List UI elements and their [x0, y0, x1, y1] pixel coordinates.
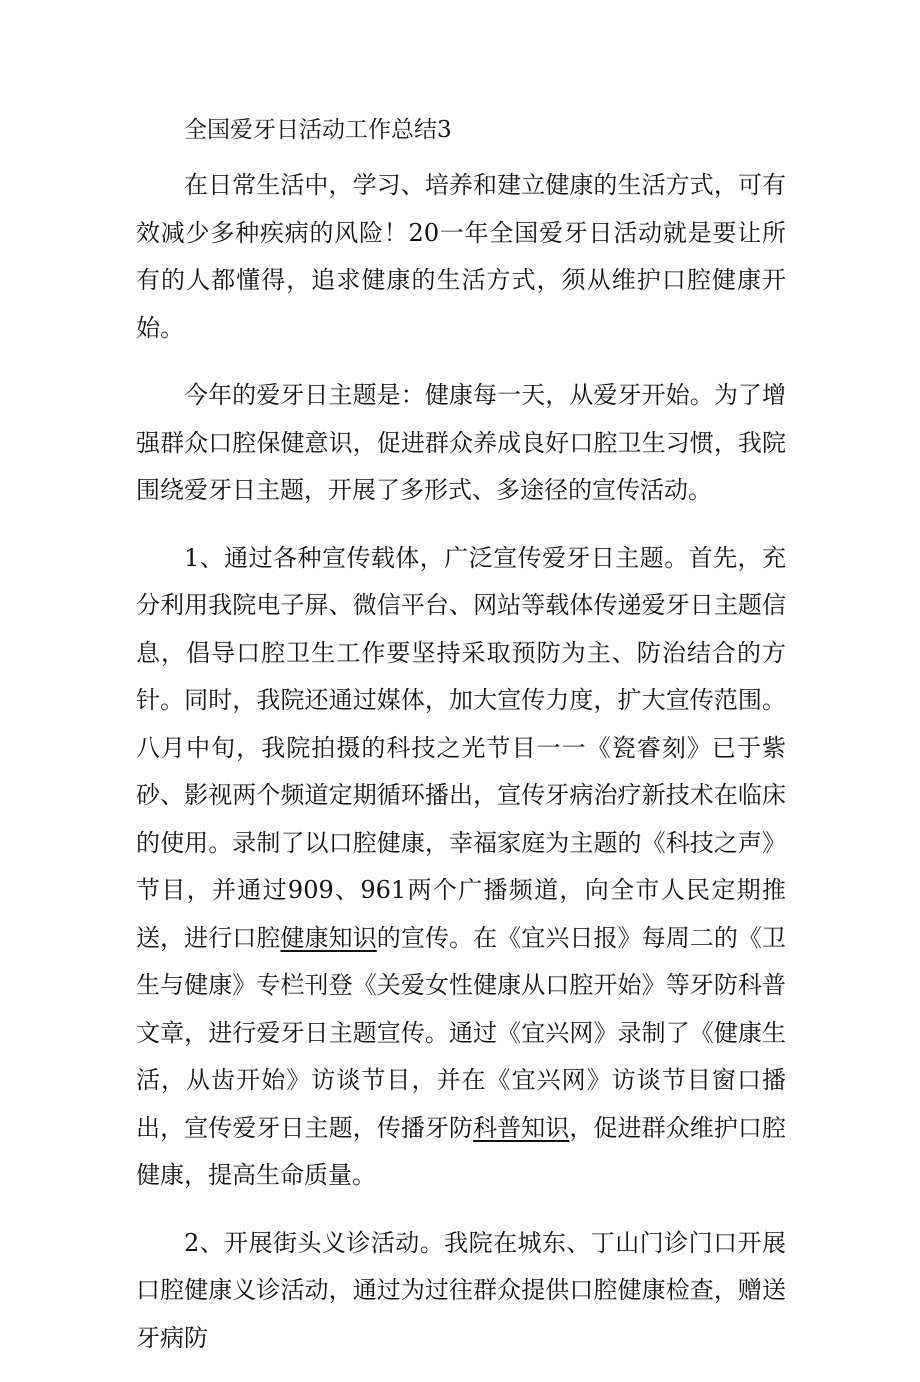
publicity-text-2: 的宣传。在《宜兴日报》每周二的《卫生与健康》专栏刊登《关爱女性健康从口腔开始》等牙防科普文章，进行爱牙日主题宣传。通过《宜兴网》录制了《健康生活，从齿开始》访谈节目，并在《宜兴网》访谈节目窗口播出，宣传爱牙日主题，传播牙防: [136, 923, 787, 1142]
document-title: 全国爱牙日活动工作总结3: [184, 117, 452, 143]
paragraph-theme: 今年的爱牙日主题是：健康每一天，从爱牙开始。为了增强群众口腔保健意识，促进群众养成良好口腔卫生习惯，我院围绕爱牙日主题，开展了多形式、多途径的宣传活动。: [136, 381, 786, 504]
paragraph-clinic: 2、开展街头义诊活动。我院在城东、丁山门诊门口开展口腔健康义诊活动，通过为过往群众提供口腔健康检查，赠送牙病防: [136, 1228, 786, 1352]
document-body: [136, 112, 786, 1382]
paragraph-publicity: [136, 535, 786, 1200]
paragraph-intro: 在日常生活中，学习、培养和建立健康的生活方式，可有效减少多种疾病的风险！20一年全国爱牙日活动就是要让所有的人都懂得，追求健康的生活方式，须从维护口腔健康开始。: [136, 171, 786, 342]
science-knowledge-link[interactable]: 科普知识: [473, 1113, 570, 1142]
health-knowledge-link[interactable]: 健康知识: [280, 923, 377, 952]
publicity-text-3: ，促进群众维护口腔健康，提高生命质量。: [136, 1113, 787, 1189]
publicity-text-1: 1、通过各种宣传载体，广泛宣传爱牙日主题。首先，充分利用我院电子屏、微信平台、网站等载体传递爱牙日主题信息，倡导口腔卫生工作要坚持采取预防为主、防治结合的方针。同时，我院还通过媒体，加大宣传力度，扩大宣传范围。八月中旬，我院拍摄的科技之光节目一一《瓷睿刻》已于紫砂、影视两个频道定期循环播出，宣传牙病治疗新技术在临床的使用。录制了以口腔健康，幸福家庭为主题的《科技之声》节目，并通过909、961两个广播频道，向全市人民定期推送，进行口腔: [136, 543, 786, 952]
